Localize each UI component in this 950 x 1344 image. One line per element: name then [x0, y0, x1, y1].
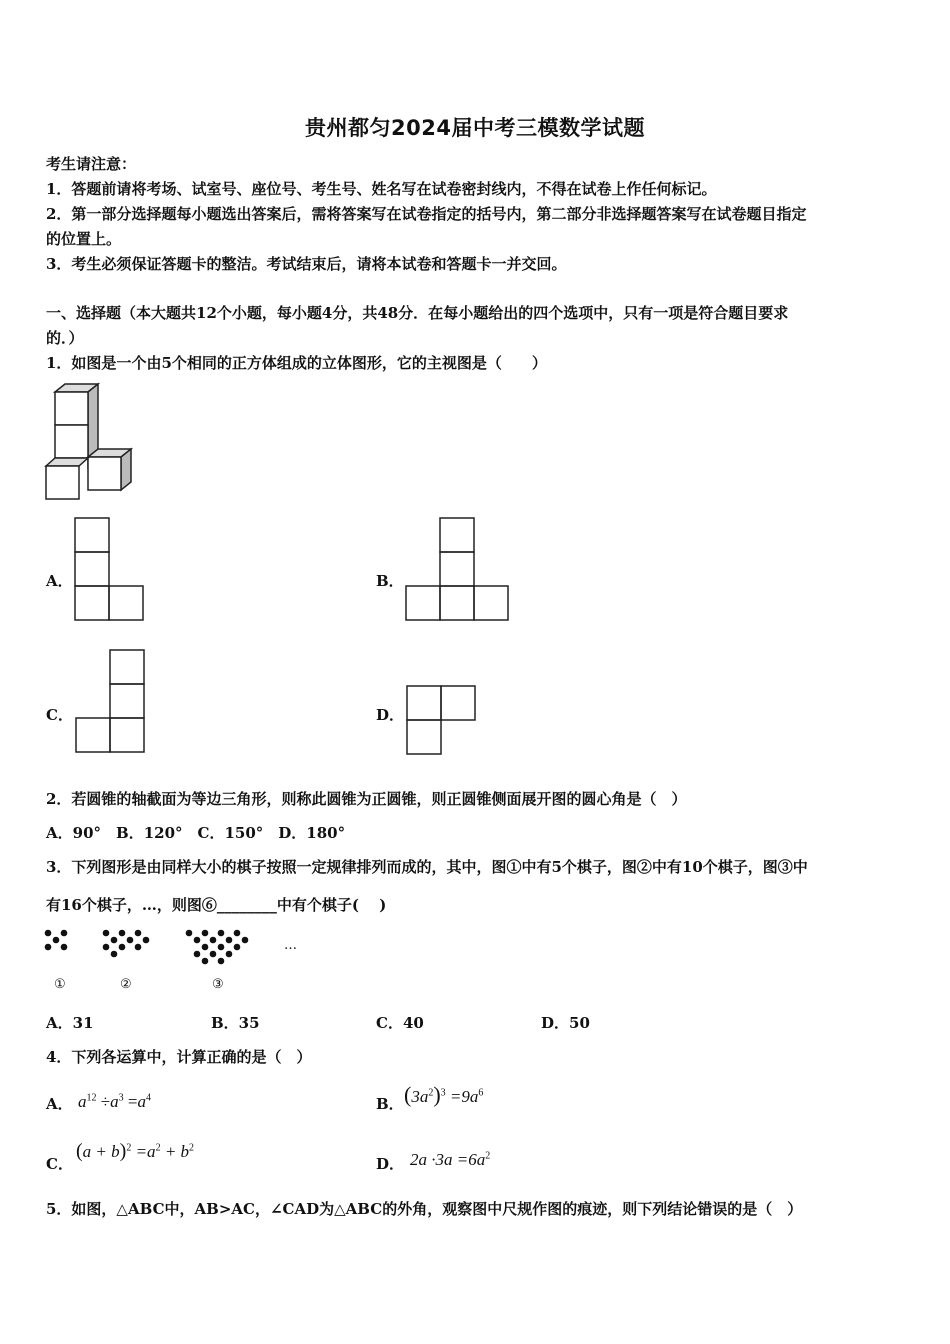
q4-option-a-label: A．: [46, 1095, 73, 1113]
q1-option-c-figure: [73, 648, 149, 758]
q1-option-a-label: A．: [46, 572, 73, 590]
q4-option-d-expr: $2a \cdot 3a =6a^2$: [410, 1150, 491, 1169]
q1-option-a-figure: [72, 516, 148, 624]
q1-option-c-label: C．: [46, 706, 73, 724]
q4-option-c-label: C．: [46, 1155, 73, 1173]
q3-option-b: B．35: [211, 1014, 260, 1032]
q1-option-d-label: D．: [376, 706, 405, 724]
q2-stem: 2．若圆锥的轴截面为等边三角形，则称此圆锥为正圆锥，则正圆锥侧面展开图的圆心角是（ ）: [46, 790, 687, 808]
q1-option-b-label: B．: [376, 572, 404, 590]
notice-item-1: 1．答题前请将考场、试室号、座位号、考生号、姓名写在试卷密封线内，不得在试卷上作任何标记。: [46, 180, 717, 198]
notice-heading: 考生请注意：: [46, 155, 137, 173]
notice-item-2-cont: 的位置上。: [46, 230, 122, 248]
q1-option-d-figure: [404, 684, 480, 760]
q3-pattern-figure: [44, 928, 264, 972]
q4-option-b-expr: $(3a^2)^3 =9a^6$: [404, 1082, 484, 1107]
q3-ellipsis: …: [284, 938, 297, 953]
q3-stem-line1: 3．下列图形是由同样大小的棋子按照一定规律排列而成的，其中，图①中有5个棋子，图②中有10个棋子，图③中: [46, 858, 808, 876]
q4-option-a-expr: $a^{12} \div a^3 =a^4$: [78, 1092, 151, 1111]
q3-figure-label-2: ②: [120, 977, 132, 992]
q4-stem: 4．下列各运算中，计算正确的是（ ）: [46, 1048, 312, 1066]
q2-options: A．90° B．120° C．150° D．180°: [46, 824, 346, 842]
section-heading: 一、选择题（本大题共12个小题，每小题4分，共48分．在每小题给出的四个选项中，只有一项是符合题目要求: [46, 304, 789, 322]
q3-option-a: A．31: [46, 1014, 94, 1032]
page-title: 贵州都匀2024届中考三模数学试题: [305, 116, 645, 140]
section-heading-cont: 的．）: [46, 329, 84, 347]
q1-cube-figure: [44, 382, 136, 504]
notice-item-2: 2．第一部分选择题每小题选出答案后，需将答案写在试卷指定的括号内，第二部分非选择题答案写在试卷题目指定: [46, 205, 807, 223]
q3-option-c: C．40: [376, 1014, 424, 1032]
q4-option-b-label: B．: [376, 1095, 404, 1113]
q1-option-b-figure: [403, 516, 513, 624]
q3-stem-line2: 有16个棋子，…，则图⑥________中有个棋子( ): [46, 896, 387, 914]
q4-option-c-expr: $(a + b)^2 =a^2 + b^2$: [76, 1140, 195, 1162]
q1-stem: 1．如图是一个由5个相同的正方体组成的立体图形，它的主视图是（ ）: [46, 354, 547, 372]
q4-option-d-label: D．: [376, 1155, 405, 1173]
notice-item-3: 3．考生必须保证答题卡的整洁。考试结束后，请将本试卷和答题卡一并交回。: [46, 255, 567, 273]
q5-stem: 5．如图，△ABC中，AB>AC，∠CAD为△ABC的外角，观察图中尺规作图的痕迹，则下列结论错误的是（ ）: [46, 1200, 803, 1218]
q3-figure-label-3: ③: [212, 977, 224, 992]
q3-figure-label-1: ①: [54, 977, 66, 992]
q3-option-d: D．50: [541, 1014, 590, 1032]
